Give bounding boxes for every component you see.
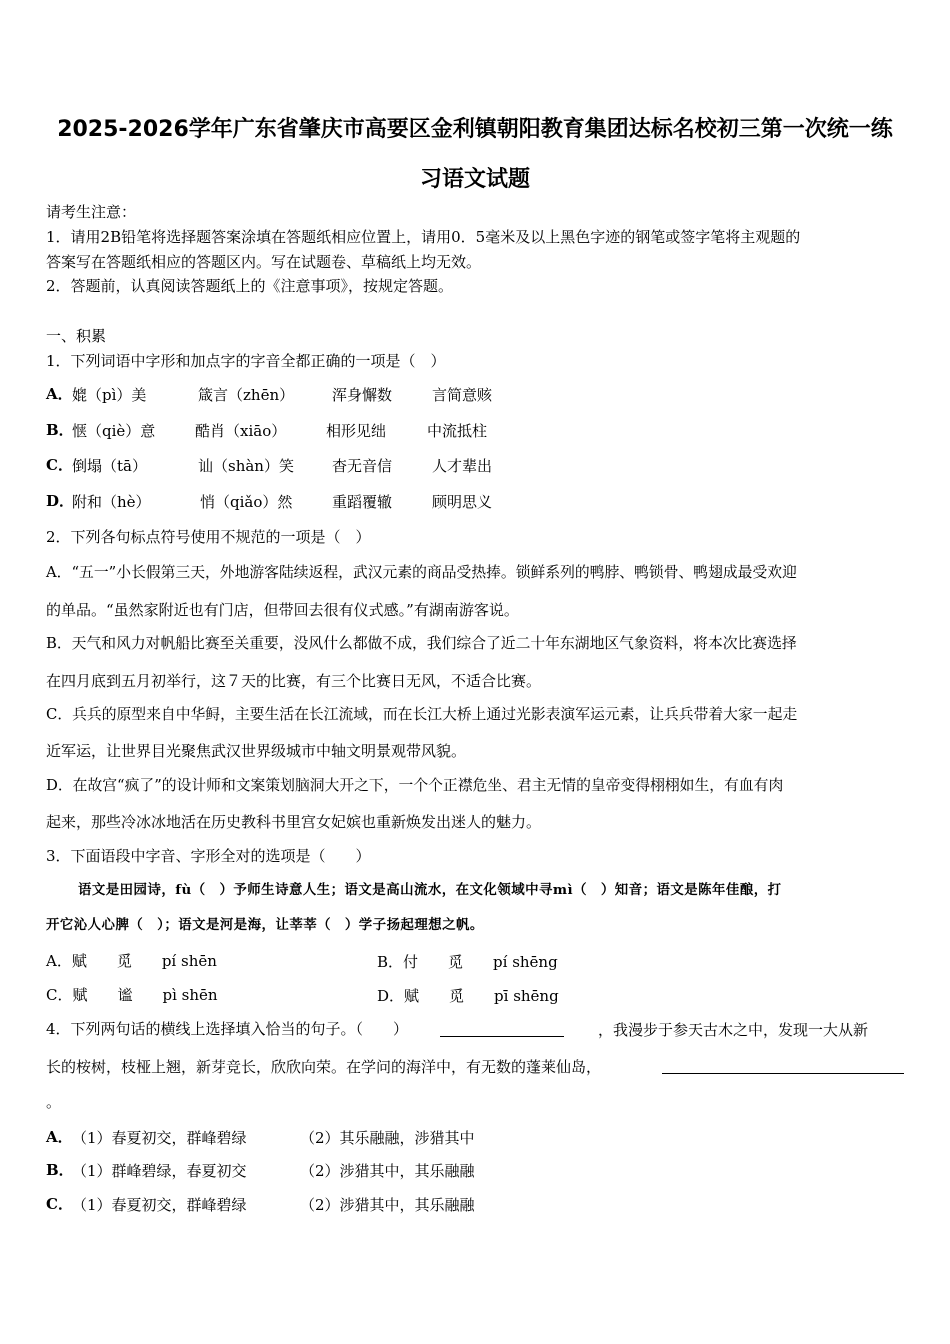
q2-option-a-line1: A．“五一”小长假第三天，外地游客陆续返程，武汉元素的商品受热捧。锁鲜系列的鸭脖、鸭锁骨、鸭翅成最受欢迎 bbox=[46, 564, 797, 581]
q1-option-c bbox=[46, 455, 73, 475]
q1-d-word2: 悄（qiǎo）然 bbox=[200, 493, 293, 511]
q3-passage-line1: 语文是田园诗，fù（ ）予师生诗意人生；语文是高山流水，在文化领域中寻mì（ ）知音；语文是陈年佳酿，打 bbox=[78, 882, 782, 898]
q2-option-c-line1: C．兵兵的原型来自中华鲟，主要生活在长江流域，而在长江大桥上通过光影表演军运元素，让兵兵带着大家一起走 bbox=[46, 706, 798, 723]
q1-d-word1: 附和（hè） bbox=[72, 493, 151, 511]
q4-stem-b: ，我漫步于参天古木之中，发现一大从新 bbox=[598, 1021, 869, 1039]
q3-option-a: A．赋 觅 pí shēn bbox=[46, 952, 217, 970]
q1-option-a bbox=[46, 384, 73, 404]
q4-option-c-part2: （2）涉猎其中，其乐融融 bbox=[300, 1196, 475, 1214]
q4-option-b-part2: （2）涉猎其中，其乐融融 bbox=[300, 1162, 475, 1180]
q1-a-word4: 言简意赅 bbox=[432, 386, 493, 404]
q2-option-c-line2: 近军运，让世界目光聚焦武汉世界级城市中轴文明景观带风貌。 bbox=[46, 742, 467, 760]
q1-c-word2: 讪（shàn）笑 bbox=[198, 457, 294, 475]
page-title-line1: 2025-2026学年广东省肇庆市高要区金利镇朝阳教育集团达标名校初三第一次统一练 bbox=[57, 117, 893, 142]
q1-a-word1: 媲（pì）美 bbox=[72, 386, 147, 404]
q1-stem: 1．下列词语中字形和加点字的字音全都正确的一项是（ ） bbox=[46, 352, 446, 370]
q4-option-a-label: A． bbox=[46, 1128, 73, 1146]
q1-a-word3: 浑身懈数 bbox=[332, 386, 393, 404]
q2-stem: 2．下列各句标点符号使用不规范的一项是（ ） bbox=[46, 528, 371, 546]
q1-d-word3: 重蹈覆辙 bbox=[332, 493, 393, 511]
q2-option-a-line2: 的单品。“虽然家附近也有门店，但带回去很有仪式感。”有湖南游客说。 bbox=[46, 601, 519, 619]
q4-stem-a: 4．下列两句话的横线上选择填入恰当的句子。（ ） bbox=[46, 1020, 409, 1038]
option-label: C． bbox=[46, 456, 73, 474]
q4-line2: 长的桉树，枝桠上翘，新芽竞长，欣欣向荣。在学问的海洋中，有无数的蓬莱仙岛， bbox=[46, 1058, 602, 1076]
q1-option-d bbox=[46, 491, 74, 511]
q1-b-word2: 酷肖（xiāo） bbox=[195, 422, 287, 440]
q2-option-d-line2: 起来，那些冷冰冰地活在历史教科书里宫女妃嫔也重新焕发出迷人的魅力。 bbox=[46, 813, 542, 831]
option-label: B． bbox=[46, 421, 74, 439]
notice-item-2: 2．答题前，认真阅读答题纸上的《注意事项》，按规定答题。 bbox=[46, 277, 454, 295]
notice-heading: 请考生注意： bbox=[46, 203, 137, 221]
q4-option-b-part1: （1）群峰碧绿，春夏初交 bbox=[72, 1162, 247, 1180]
q3-stem: 3．下面语段中字音、字形全对的选项是（ ） bbox=[46, 847, 371, 865]
q4-option-a-part2: （2）其乐融融，涉猎其中 bbox=[300, 1129, 475, 1147]
q1-a-word2: 箴言（zhēn） bbox=[198, 386, 295, 404]
page-title-line2: 习语文试题 bbox=[419, 167, 530, 192]
q2-option-b-line1: B．天气和风力对帆船比赛至关重要，没风什么都做不成，我们综合了近二十年东湖地区气象资料，将本次比赛选择 bbox=[46, 635, 797, 652]
q1-b-word1: 惬（qiè）意 bbox=[72, 422, 156, 440]
notice-item-1a: 1．请用2B铅笔将选择题答案涂填在答题纸相应位置上，请用0．5毫米及以上黑色字迹的钢笔或签字笔将主观题的 bbox=[46, 228, 801, 246]
q1-d-word4: 顾明思义 bbox=[432, 493, 493, 511]
q3-option-b: B．付 觅 pí shēng bbox=[377, 953, 558, 971]
q4-blank-2 bbox=[662, 1058, 904, 1074]
q3-passage-line2: 开它沁人心脾（ ）；语文是河是海，让莘莘（ ）学子扬起理想之帆。 bbox=[46, 917, 484, 933]
option-label: A． bbox=[46, 385, 73, 403]
section-heading: 一、积累 bbox=[46, 327, 107, 345]
q1-b-word4: 中流抵柱 bbox=[427, 422, 488, 440]
q4-option-a-part1: （1）春夏初交，群峰碧绿 bbox=[72, 1129, 247, 1147]
q1-c-word3: 杳无音信 bbox=[332, 457, 393, 475]
q2-option-d-line1: D．在故宫“疯了”的设计师和文案策划脑洞大开之下，一个个正襟危坐、君主无情的皇帝变得栩栩如生，有血有肉 bbox=[46, 777, 784, 794]
notice-item-1b: 答案写在答题纸相应的答题区内。写在试题卷、草稿纸上均无效。 bbox=[46, 253, 482, 271]
q1-c-word1: 倒塌（tā） bbox=[72, 457, 147, 475]
q4-blank-1 bbox=[440, 1021, 564, 1037]
q3-option-d: D．赋 觅 pī shēng bbox=[377, 987, 559, 1005]
q1-b-word3: 相形见绌 bbox=[326, 422, 387, 440]
q4-option-c-label: C． bbox=[46, 1195, 73, 1213]
q4-option-b-label: B． bbox=[46, 1161, 74, 1179]
q4-option-c-part1: （1）春夏初交，群峰碧绿 bbox=[72, 1196, 247, 1214]
option-label: D． bbox=[46, 492, 75, 510]
q3-option-c: C．赋 谧 pì shēn bbox=[46, 986, 218, 1004]
q2-option-b-line2: 在四月底到五月初举行，这７天的比赛，有三个比赛日无风，不适合比赛。 bbox=[46, 672, 542, 690]
q1-option-b bbox=[46, 420, 74, 440]
q1-c-word4: 人才辈出 bbox=[432, 457, 493, 475]
q4-line3: 。 bbox=[46, 1093, 62, 1111]
